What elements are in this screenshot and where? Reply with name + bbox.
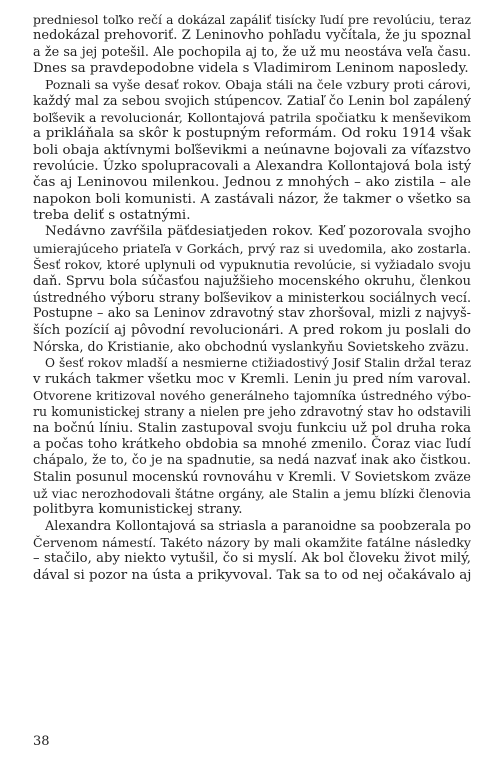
page-number: 38 — [33, 734, 50, 749]
text-line: už viac nerozhodovali štátne orgány, ale Stalin a jemu blízki členovia — [33, 485, 471, 501]
text-line: každý mal za sebou svojich stúpencov. Zatiaľ čo Lenin bol zapálený — [33, 93, 471, 109]
text-line: treba deliť s ostatnými. — [33, 208, 191, 224]
text-line: a že sa jej potešil. Ale pochopila aj to, že už mu neostáva veľa času. — [33, 44, 471, 60]
text-line: Nórska, do Kristianie, ako obchodnú vyslankyňu Sovietskeho zväzu. — [33, 338, 469, 354]
text-line: revolúcie. Úzko spolupracovali a Alexandra Kollontajová bola istý — [33, 159, 471, 175]
text-line: Poznali sa vyše desať rokov. Obaja stáli na čele vzbury proti cárovi, — [45, 77, 471, 93]
text-line: predniesol toľko rečí a dokázal zapáliť tisícky ľudí pre revolúciu, teraz — [33, 13, 471, 27]
text-line: na bočnú líniu. Stalin zastupoval svoju funkciu už pol druha roka — [33, 420, 471, 436]
text-line: boľševik a revolucionár, Kollontajová patrila spočiatku k menševikom — [33, 110, 471, 126]
text-line: Stalin posunul mocenskú rovnováhu v Kremli. V Sovietskom zväze — [33, 469, 471, 485]
text-line: Červenom námestí. Takéto názory by mali okamžite fatálne následky — [33, 535, 471, 550]
text-line: – stačilo, aby niekto vytušil, čo si myslí. Ak bol človeku život milý, — [33, 551, 471, 567]
text-line: politbyra komunistickej strany. — [33, 502, 243, 518]
text-line: Dnes sa pravdepodobne videla s Vladimirom Leninom naposledy. — [33, 61, 469, 77]
text-line: čas aj Leninovou milenkou. Jednou z mnohých – ako zistila – ale — [33, 175, 471, 191]
text-line: ru komunistickej strany a nielen pre jeho zdravotný stav ho odstavili — [33, 404, 471, 420]
text-line: Otvorene kritizoval nového generálneho tajomníka ústredného výbo- — [33, 387, 471, 403]
text-line: boli obaja aktívnymi boľševikmi a neúnavne bojovali za víťazstvo — [33, 142, 471, 158]
text-line: Nedávno zavŕšila päťdesiatjeden rokov. Keď pozorovala svojho — [45, 224, 471, 240]
text-line: ších pozícií aj pôvodní revolucionári. A pred rokom ju poslali do — [33, 322, 471, 338]
text-line: O šesť rokov mladší a nesmierne ctižiadostivý Josif Stalin držal teraz — [45, 356, 471, 371]
text-line: Postupne – ako sa Leninov zdravotný stav zhoršoval, mizli z najvyš- — [33, 306, 471, 322]
text-line: ústredného výboru strany boľševikov a ministerkou sociálnych vecí. — [33, 289, 471, 305]
text-line: nedokázal prehovoriť. Z Leninovho pohľadu vyčítala, že ju spoznal — [33, 28, 471, 44]
text-line: a počas toho krátkeho obdobia sa mnohé zmenilo. Čoraz viac ľudí — [33, 436, 471, 452]
text-line: dával si pozor na ústa a prikyvoval. Tak sa to od nej očakávalo aj — [33, 567, 472, 583]
body-text — [33, 12, 471, 584]
text-line: napokon boli komunisti. A zastávali názor, že takmer o všetko sa — [33, 191, 471, 207]
text-line: Alexandra Kollontajová sa striasla a paranoidne sa poobzerala po — [45, 518, 471, 534]
text-line: daň. Sprvu bola súčasťou najužšieho mocenského okruhu, členkou — [33, 273, 471, 289]
text-line: v rukách takmer všetku moc v Kremli. Lenin ju pred ním varoval. — [33, 371, 471, 387]
text-line: Šesť rokov, ktoré uplynuli od vypuknutia revolúcie, si vyžiadalo svoju — [33, 257, 471, 273]
text-line: chápalo, že to, čo je na spadnutie, sa nedá nazvať inak ako čistkou. — [33, 453, 471, 469]
text-line: a prikláňala sa skôr k postupným reformám. Od roku 1914 však — [33, 126, 471, 142]
text-line: umierajúceho priateľa v Gorkách, prvý raz si uvedomila, ako zostarla. — [33, 241, 471, 256]
